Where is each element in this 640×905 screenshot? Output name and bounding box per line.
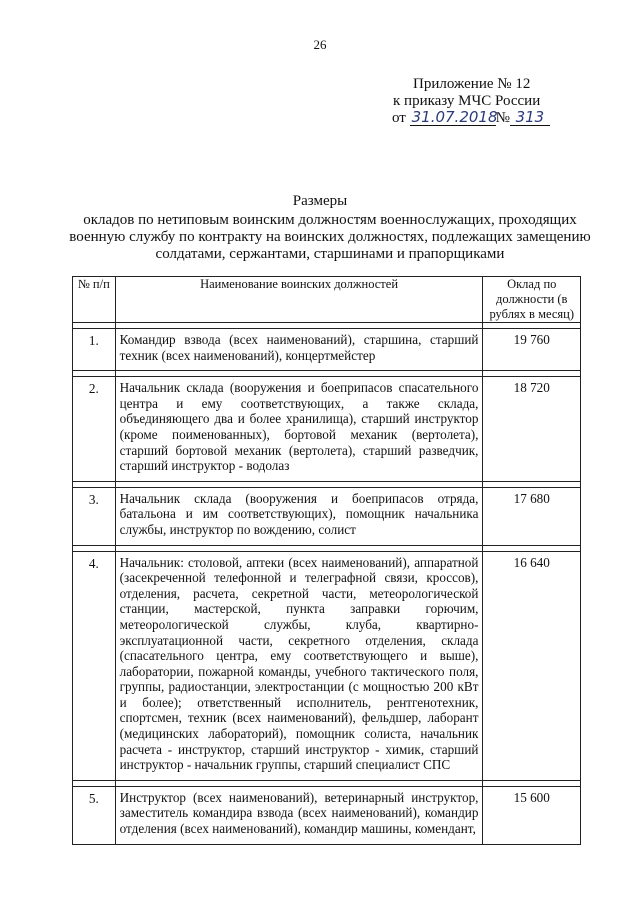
subtitle-line: солдатами, сержантами, старшинами и прапорщиками (155, 246, 505, 262)
table-row (73, 551, 581, 780)
subtitle-line: окладов по нетиповым воинским должностям военнослужащих, проходящих (83, 212, 577, 228)
row-position: Начальник склада (вооружения и боеприпасов отряда, батальона и им соответствующих), помощник начальника службы, инструктор по вождению, солист (115, 487, 483, 545)
table-row (73, 329, 581, 371)
appendix-order-ref: к приказу МЧС России (393, 93, 541, 109)
appendix-date-number (360, 110, 575, 127)
table-header-row (73, 277, 581, 323)
header-salary: Оклад по должности (в рублях в месяц) (483, 277, 581, 323)
appendix-number-label: № (495, 110, 510, 126)
appendix-title: Приложение № 12 (413, 76, 531, 92)
table-row (73, 786, 581, 844)
table-row (73, 487, 581, 545)
row-salary: 18 720 (483, 377, 581, 482)
appendix-header (360, 76, 575, 127)
header-name: Наименование воинских должностей (115, 277, 483, 323)
subtitle-line: военную службу по контракту на воинских должностях, подлежащих замещению (69, 229, 591, 245)
appendix-from-label: от (392, 110, 406, 126)
row-salary: 15 600 (483, 786, 581, 844)
row-salary: 17 680 (483, 487, 581, 545)
row-num: 5. (73, 786, 116, 844)
header-num: № п/п (73, 277, 116, 323)
row-position: Инструктор (всех наименований), ветеринарный инструктор, заместитель командира взвода (всех наименований), командир отделения (всех наименований), командир машины, комендант, (115, 786, 483, 844)
row-salary: 19 760 (483, 329, 581, 371)
document-subtitle (50, 212, 610, 263)
page-number: 26 (313, 37, 327, 52)
row-num: 1. (73, 329, 116, 371)
handwritten-number: 313 (510, 110, 550, 126)
row-num: 2. (73, 377, 116, 482)
row-num: 4. (73, 551, 116, 780)
document-title: Размеры (292, 193, 348, 209)
row-position: Начальник склада (вооружения и боеприпасов спасательного центра и ему соответствующих, а также склада, объединяющего два и более хранилища), старший инструктор (кроме поименованных), бортовой механик (вертолета), старший бортовой механик (вертолета), старший разведчик, старший инструктор - водолаз (115, 377, 483, 482)
handwritten-date: 31.07.2018 (411, 108, 498, 126)
row-num: 3. (73, 487, 116, 545)
salary-table (72, 276, 581, 845)
row-position: Командир взвода (всех наименований), старшина, старший техник (всех наименований), концертмейстер (115, 329, 483, 371)
table-row (73, 377, 581, 482)
row-salary: 16 640 (483, 551, 581, 780)
row-position: Начальник: столовой, аптеки (всех наименований), аппаратной (засекреченной телефонной и телеграфной связи, кроссов), отделения, расчета, секретной части, метеорологической станции, мастерской, пункта заправки горючим, метеорологической службы, клуба, квартирно-эксплуатационной части, секретного отделения, склада (спасательного центра, ему соответствующего и выше), лаборатории, пожарной команды, учебного тактического поля, группы, радиостанции, электростанции (с мощностью 200 кВт и более); ответственный исполнитель, рентгенотехник, спортсмен, техник (всех наименований), фельдшер, лаборант (медицинских лабораторий), помощник солиста, начальник расчета - инструктор, старший инструктор - химик, старший инструктор - начальник группы, старший специалист СПС (115, 551, 483, 780)
